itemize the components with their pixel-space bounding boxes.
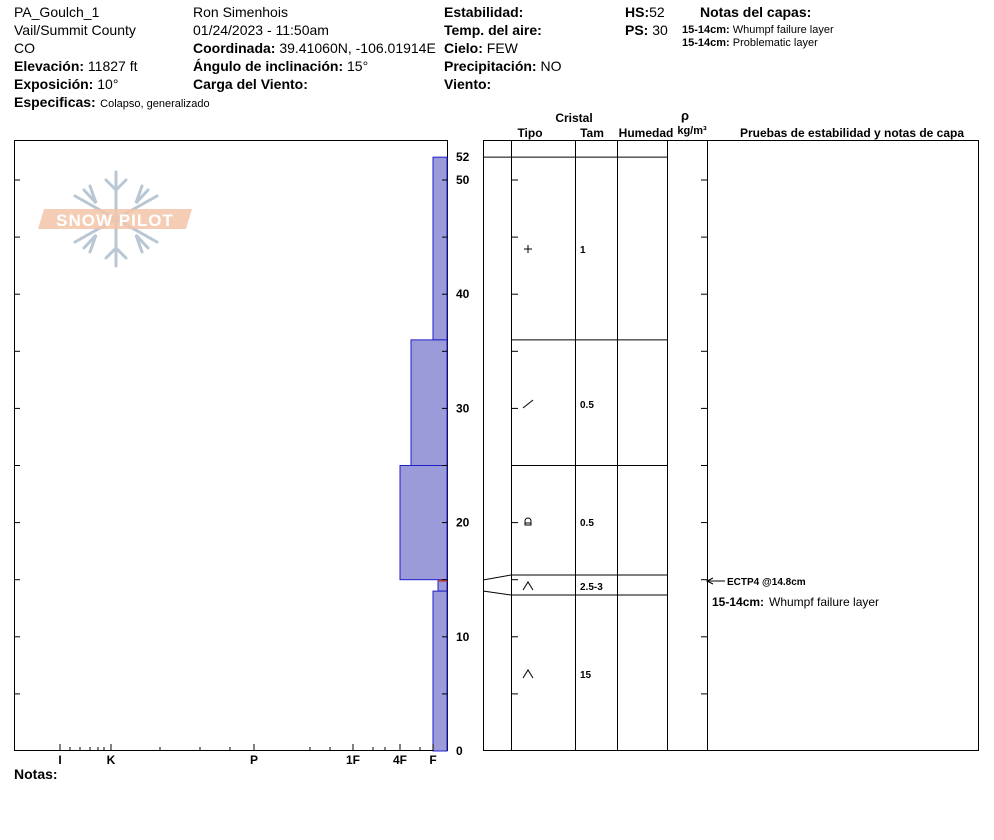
grain-icon-3 xyxy=(525,518,531,525)
svg-text:SNOW PILOT: SNOW PILOT xyxy=(56,211,174,230)
hardness-frame xyxy=(14,140,448,751)
aspect-value: 10° xyxy=(97,76,119,92)
layer-comment-text-1: Whumpf failure layer xyxy=(769,595,880,609)
ps-label: PS: xyxy=(625,22,649,38)
grain-size-4: 2.5-3 xyxy=(580,582,603,593)
depth-label: 50 xyxy=(456,173,470,187)
grain-icon-4 xyxy=(523,582,533,590)
hardness-label: 4F xyxy=(392,753,408,767)
hardness-bar-2 xyxy=(411,340,447,466)
precip-value: NO xyxy=(540,58,562,74)
air-temp-label: Temp. del aire: xyxy=(444,22,542,38)
grain-stroke xyxy=(523,670,533,678)
snowpilot-logo xyxy=(38,172,192,266)
hs-depth-label: 52 xyxy=(456,150,470,165)
layer-connector xyxy=(483,575,511,580)
grain-icon-1 xyxy=(524,245,532,253)
observer: Ron Simenhois xyxy=(193,4,288,20)
header-density-unit: kg/m³ xyxy=(677,125,707,137)
precip-label: Precipitación: xyxy=(444,58,537,74)
sky-label: Cielo: xyxy=(444,40,483,56)
hardness-bar-1 xyxy=(433,157,447,340)
hs-value: 52 xyxy=(649,4,665,20)
grain-size-5: 15 xyxy=(580,670,592,681)
table-depth-ticks xyxy=(511,180,707,694)
header-type: Tipo xyxy=(517,126,543,140)
datetime: 01/24/2023 - 11:50am xyxy=(193,22,329,38)
hardness-bar-3 xyxy=(400,466,447,580)
test-label-1: ECTP4 @14.8cm xyxy=(727,577,806,588)
stability-label: Estabilidad: xyxy=(444,4,524,20)
elevation-value: 11827 ft xyxy=(87,58,138,74)
state: CO xyxy=(14,40,35,56)
depth-label: 20 xyxy=(456,515,470,530)
incline-value: 15° xyxy=(347,58,369,74)
header-tests: Pruebas de estabilidad y notas de capa xyxy=(739,126,965,140)
location: Vail/Summit County xyxy=(14,22,136,38)
grain-size-1: 1 xyxy=(580,245,586,256)
hardness-label: K xyxy=(106,753,116,767)
pit-name: PA_Goulch_1 xyxy=(14,4,100,20)
grain-size-3: 0.5 xyxy=(580,518,594,529)
depth-label: 40 xyxy=(456,287,470,302)
hardness-label: P xyxy=(249,753,259,767)
specifics-label: Especificas: xyxy=(14,94,96,110)
aspect-label: Exposición: xyxy=(14,76,94,92)
wind-label: Viento: xyxy=(444,76,492,92)
notes-label: Notas: xyxy=(14,766,58,782)
depth-label: 10 xyxy=(456,629,470,644)
left-axis-ticks xyxy=(14,180,447,694)
layer-comment-range-1: 15-14cm: xyxy=(712,595,765,609)
hs-label: HS: xyxy=(625,4,650,20)
layer-note-1-range: 15-14cm: xyxy=(682,24,730,36)
layer-note-2-text: Problematic layer xyxy=(732,37,818,49)
header-size: Tam xyxy=(580,126,604,140)
elevation-label: Elevación: xyxy=(14,58,85,74)
hardness-bars xyxy=(400,157,447,751)
layer-table xyxy=(484,140,979,751)
depth-label: 30 xyxy=(456,401,470,416)
header-density-symbol: ρ xyxy=(680,108,690,123)
grain-size-2: 0.5 xyxy=(580,400,594,411)
wind-load-label: Carga del Viento: xyxy=(193,76,308,92)
hardness-label: F xyxy=(429,753,437,767)
hardness-bar-5 xyxy=(433,591,447,751)
layer-notes-title: Notas del capas: xyxy=(700,4,812,20)
layer-connector xyxy=(483,591,511,595)
coord-label: Coordinada: xyxy=(193,40,276,56)
grain-stroke xyxy=(525,518,531,525)
sky-value: FEW xyxy=(486,40,518,56)
grain-icon-5 xyxy=(523,670,533,678)
coord-value: 39.41060N, -106.01914E xyxy=(279,40,436,56)
hardness-label: I xyxy=(58,753,62,767)
header-crystal: Cristal xyxy=(555,111,593,125)
hardness-label: 1F xyxy=(345,753,361,767)
ps-value: 30 xyxy=(652,22,668,38)
incline-label: Ángulo de inclinación: xyxy=(193,58,344,74)
header-moisture: Humedad xyxy=(618,126,674,140)
hardness-axis xyxy=(58,744,436,767)
grain-stroke xyxy=(523,582,533,590)
depth-axis xyxy=(456,150,470,758)
layer-note-1-text: Whumpf failure layer xyxy=(732,24,834,36)
stability-tests xyxy=(707,577,879,609)
grain-icon-2 xyxy=(523,400,533,408)
specifics-value: Colapso, generalizado xyxy=(100,98,210,110)
grain-stroke xyxy=(523,400,533,408)
depth-label: 0 xyxy=(456,744,463,758)
layer-note-2-range: 15-14cm: xyxy=(682,37,730,49)
